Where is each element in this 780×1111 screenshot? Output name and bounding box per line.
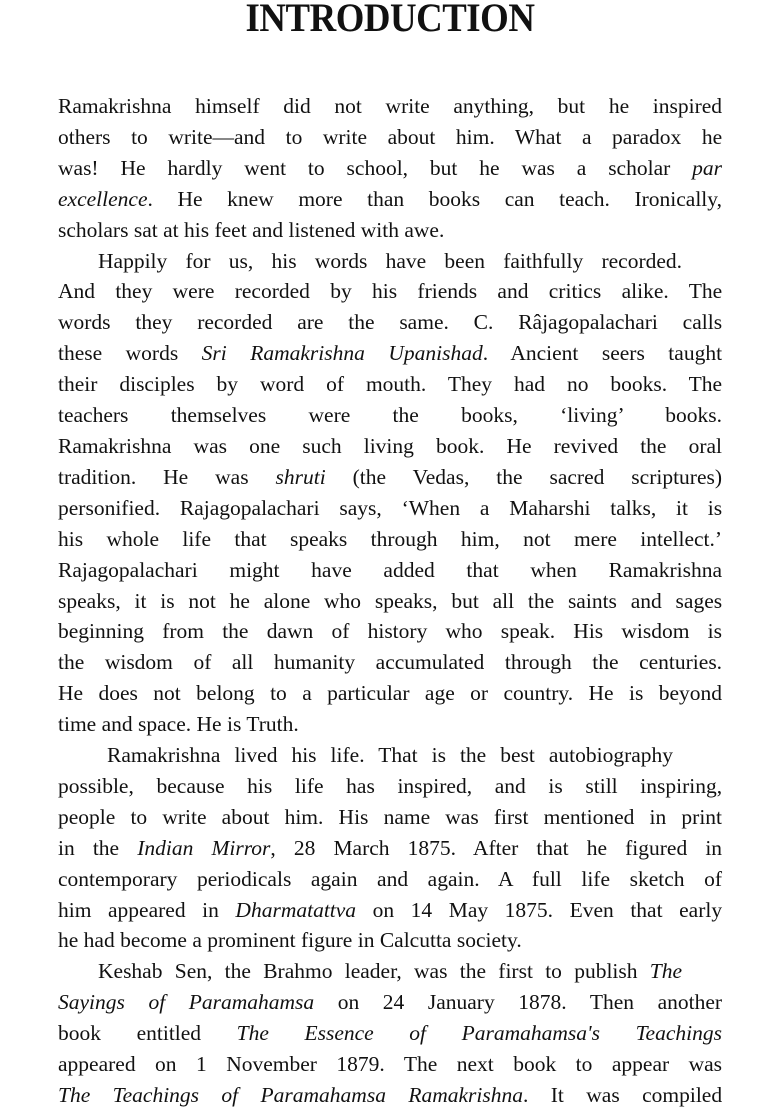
- text-line: he had become a prominent figure in Calcutta society.: [58, 928, 522, 953]
- text-line: possible, because his life has inspired, and is still inspiring,: [58, 773, 723, 798]
- text-line: excellence. He knew more than books can teach. Ironically,: [58, 186, 723, 211]
- body-text: [58, 91, 722, 1111]
- text-line: Happily for us, his words have been faithfully recorded.: [98, 248, 683, 273]
- text-line: book entitled The Essence of Paramahamsa's Teachings: [58, 1021, 722, 1046]
- text-line: Ramakrishna lived his life. That is the best autobiography: [107, 743, 674, 768]
- text-line: words they recorded are the same. C. Râjagopalachari calls: [58, 310, 723, 335]
- text-line: Sayings of Paramahamsa on 24 January 1878. Then another: [58, 990, 723, 1015]
- text-line: personified. Rajagopalachari says, ‘When a Maharshi talks, it is: [58, 495, 723, 520]
- text-line: him appeared in Dharmatattva on 14 May 1875. Even that early: [58, 897, 723, 922]
- text-line: his whole life that speaks through him, not mere intellect.’: [58, 526, 723, 551]
- chapter-title: INTRODUCTION: [245, 0, 535, 40]
- paragraph: [58, 956, 722, 1111]
- text-line: was! He hardly went to school, but he was a scholar par: [58, 155, 723, 180]
- text-line: people to write about him. His name was first mentioned in print: [58, 804, 723, 829]
- text-line: The Teachings of Paramahamsa Ramakrishna. It was compiled: [58, 1083, 723, 1107]
- text-line: speaks, it is not he alone who speaks, but all the saints and sages: [58, 588, 723, 613]
- text-line: Ramakrishna was one such living book. He revived the oral: [58, 433, 723, 458]
- text-line: time and space. He is Truth.: [58, 712, 299, 737]
- paragraph: [58, 91, 722, 246]
- text-line: appeared on 1 November 1879. The next book to appear was: [58, 1052, 723, 1077]
- text-line: tradition. He was shruti (the Vedas, the sacred scriptures): [58, 464, 723, 489]
- text-line: the wisdom of all humanity accumulated through the centuries.: [58, 650, 723, 675]
- text-line: Keshab Sen, the Brahmo leader, was the first to publish The: [98, 959, 683, 984]
- text-line: Ramakrishna himself did not write anything, but he inspired: [58, 94, 723, 118]
- text-line: Rajagopalachari might have added that when Ramakrishna: [58, 557, 723, 582]
- text-line: He does not belong to a particular age or country. He is beyond: [58, 681, 722, 706]
- text-line: scholars sat at his feet and listened with awe.: [58, 217, 445, 242]
- paragraph: [58, 246, 722, 741]
- text-line: contemporary periodicals again and again. A full life sketch of: [58, 866, 723, 891]
- text-line: teachers themselves were the books, ‘living’ books.: [58, 403, 723, 428]
- text-line: others to write—and to write about him. What a paradox he: [58, 124, 723, 149]
- text-line: beginning from the dawn of history who speak. His wisdom is: [58, 619, 723, 644]
- text-line: their disciples by word of mouth. They had no books. The: [58, 372, 723, 397]
- text-line: And they were recorded by his friends and critics alike. The: [58, 279, 723, 304]
- paragraph: [58, 740, 722, 956]
- text-line: these words Sri Ramakrishna Upanishad. Ancient seers taught: [58, 341, 723, 366]
- text-line: in the Indian Mirror, 28 March 1875. After that he figured in: [58, 835, 723, 860]
